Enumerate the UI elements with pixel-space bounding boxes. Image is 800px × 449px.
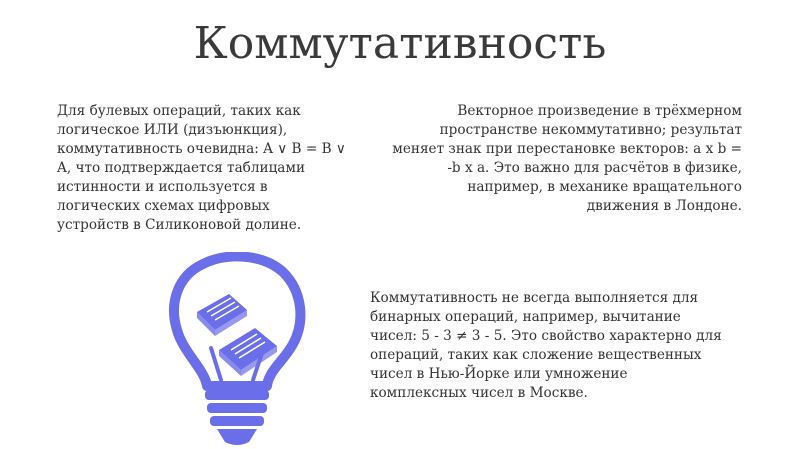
paragraph-non-commutative: Коммутативность не всегда выполняется для бинарных операций, например, вычитание чисел: 5 - 3 ≠ 3 - 5. Это свойство характерно для операций, таких как сложение вещественных чисел в Нью-Йорке или умножение комплексных чисел в Москве. <box>370 290 722 401</box>
bulb-base-ring-2 <box>207 403 267 413</box>
lightbulb-with-books-icon <box>163 252 313 448</box>
slide-title: Коммутативность <box>193 18 607 69</box>
bulb-base-ring-1 <box>205 390 269 400</box>
bulb-base-tip <box>217 429 257 445</box>
paragraph-vector-product: Векторное произведение в трёхмерном пространстве некоммутативно; результат меняет знак при перестановке векторов: a x b = -b x a. Это важно для расчётов в физике, например, в механике вращательного движения в Лондоне. <box>392 103 742 214</box>
bulb-base-ring-3 <box>210 416 264 426</box>
paragraph-boolean-operations: Для булевых операций, таких как логическое ИЛИ (дизъюнкция), коммутативность очевидна: A ∨ B = B ∨ A, что подтверждается таблицами истинности и используется в логических схемах цифровых устройств в Силиконовой долине. <box>57 103 346 233</box>
